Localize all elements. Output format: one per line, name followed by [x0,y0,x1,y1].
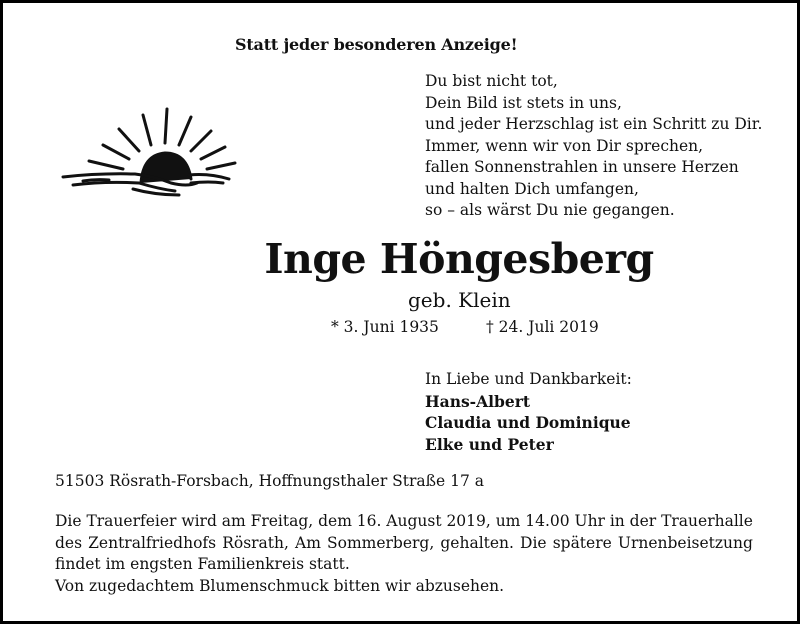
sunset-icon [59,107,239,197]
headline: Statt jeder besonderen Anzeige! [235,35,518,54]
poem-line: und jeder Herzschlag ist ein Schritt zu Dir. [425,115,763,133]
poem-line: Du bist nicht tot, [425,72,558,90]
funeral-line: des Zentralfriedhofs Rösrath, Am Sommerberg, gehalten. Die spätere Urnenbeisetzung [55,533,753,552]
poem-line: und halten Dich umfangen, [425,179,639,198]
poem-line: Immer, wenn wir von Dir sprechen, [425,136,704,155]
poem [425,71,762,222]
mourners-block [425,369,632,455]
deceased-name: Inge Höngesberg [264,235,654,283]
mourner-name: Claudia und Dominique [425,413,631,432]
born-name: geb. Klein [408,288,511,312]
mourner-name: Hans-Albert [425,391,531,411]
funeral-line: findet im engsten Familienkreis statt. [55,555,350,573]
funeral-info [55,511,753,576]
birth-date: * 3. Juni 1935 [331,318,439,336]
mourners-intro: In Liebe und Dankbarkeit: [425,370,632,388]
flowers-note: Von zugedachtem Blumenschmuck bitten wir abzusehen. [55,577,505,595]
poem-line: Dein Bild ist stets in uns, [425,93,622,112]
funeral-line: Die Trauerfeier wird am Freitag, dem 16. August 2019, um 14.00 Uhr in der Trauerhalle [55,512,753,530]
death-date: † 24. Juli 2019 [486,318,599,336]
mourner-name: Elke und Peter [425,434,554,454]
address: 51503 Rösrath-Forsbach, Hoffnungsthaler Straße 17 a [55,472,485,490]
poem-line: so – als wärst Du nie gegangen. [425,201,675,219]
poem-line: fallen Sonnenstrahlen in unsere Herzen [425,158,739,176]
